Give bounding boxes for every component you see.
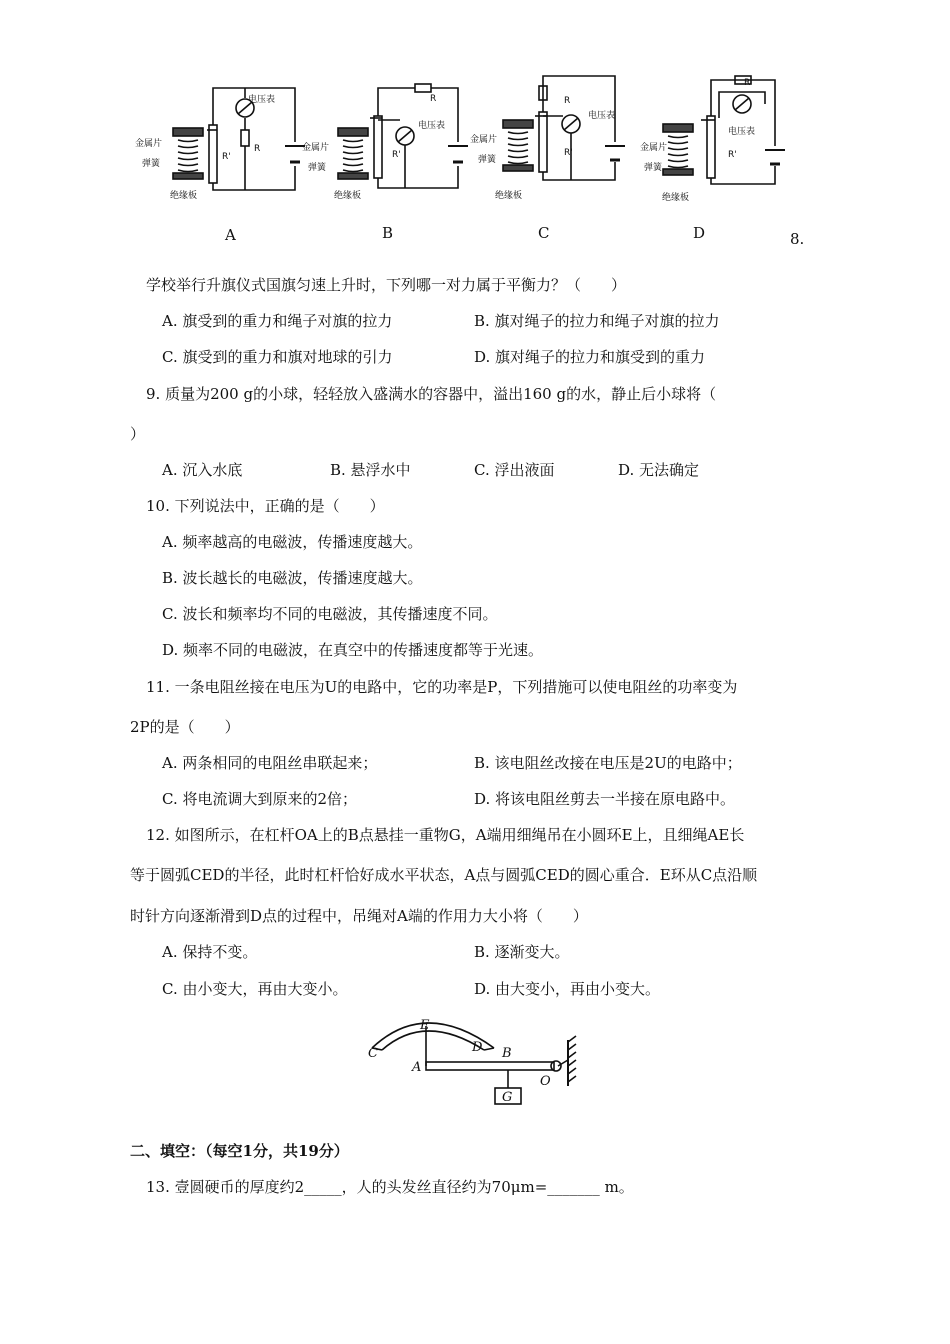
- question-12-option-b: B. 逐渐变大。: [474, 943, 570, 961]
- label-insulator-a: 绝缘板: [170, 191, 198, 201]
- label-voltmeter-c: 电压表: [588, 111, 616, 121]
- circuit-caption-c: C: [538, 224, 550, 242]
- lever-label-d: D: [472, 1040, 483, 1055]
- question-8-option-b: B. 旗对绳子的拉力和绳子对旗的拉力: [474, 312, 720, 330]
- label-rprime-c: R': [564, 148, 573, 158]
- question-11-option-d: D. 将该电阻丝剪去一半接在原电路中。: [474, 790, 736, 808]
- question-12-stem-cont1: 等于圆弧CED的半径，此时杠杆恰好成水平状态，A点与圆弧CED的圆心重合．E环从C点沿顺: [130, 866, 758, 884]
- question-12-stem-cont2: 时针方向逐渐滑到D点的过程中，吊绳对A端的作用力大小将（ ）: [130, 907, 588, 925]
- circuit-d: [663, 76, 785, 184]
- question-12-stem: 12. 如图所示，在杠杆OA上的B点悬挂一重物G，A端用细绳吊在小圆环E上，且细绳AE长: [146, 826, 745, 844]
- circuit-caption-b: B: [382, 224, 394, 242]
- label-insulator-b: 绝缘板: [334, 191, 362, 201]
- question-10-option-d: D. 频率不同的电磁波，在真空中的传播速度都等于光速。: [162, 641, 544, 659]
- question-8-number: 8.: [790, 230, 805, 248]
- question-9-option-d: D. 无法确定: [618, 461, 700, 479]
- label-metal-b: 金属片: [302, 143, 330, 153]
- circuit-b: [338, 84, 468, 188]
- label-spring-b: 弹簧: [308, 163, 327, 173]
- circuit-a: [173, 88, 305, 190]
- question-12-option-a: A. 保持不变。: [162, 943, 258, 961]
- label-voltmeter-b: 电压表: [418, 121, 446, 131]
- question-12-option-d: D. 由大变小，再由小变大。: [474, 980, 661, 998]
- lever-label-e: E: [420, 1018, 430, 1033]
- label-r-c: R: [564, 96, 571, 106]
- question-8-option-d: D. 旗对绳子的拉力和旗受到的重力: [474, 348, 706, 366]
- question-11-stem: 11. 一条电阻丝接在电压为U的电路中，它的功率是P，下列措施可以使电阻丝的功率变为: [146, 678, 738, 696]
- question-8-option-a: A. 旗受到的重力和绳子对旗的拉力: [162, 312, 393, 330]
- question-9-stem-cont: ）: [130, 425, 146, 443]
- lever-label-c: C: [368, 1046, 378, 1061]
- question-11-option-a: A. 两条相同的电阻丝串联起来；: [162, 754, 378, 772]
- question-8-stem: 学校举行升旗仪式国旗匀速上升时，下列哪一对力属于平衡力？（ ）: [146, 276, 627, 294]
- label-rprime-a: R': [222, 152, 231, 162]
- label-r-b: R: [430, 94, 437, 104]
- question-8-option-c: C. 旗受到的重力和旗对地球的引力: [162, 348, 393, 366]
- label-metal-c: 金属片: [470, 135, 498, 145]
- question-10-option-b: B. 波长越长的电磁波，传播速度越大。: [162, 569, 423, 587]
- section-2-heading: 二、填空：（每空1分，共19分）: [130, 1142, 349, 1160]
- circuit-caption-d: D: [693, 224, 706, 242]
- question-13-text: 13. 壹圆硬币的厚度约2_____，人的头发丝直径约为70μm=_______ m。: [146, 1178, 634, 1196]
- lever-label-b: B: [502, 1046, 512, 1061]
- label-spring-d: 弹簧: [644, 163, 663, 173]
- label-insulator-d: 绝缘板: [662, 193, 690, 203]
- question-11-option-b: B. 该电阻丝改接在电压是2U的电路中；: [474, 754, 742, 772]
- label-rprime-d: R': [728, 150, 737, 160]
- label-rprime-b: R': [392, 150, 401, 160]
- circuit-caption-a: A: [225, 226, 236, 244]
- question-9-stem: 9. 质量为200 g的小球，轻轻放入盛满水的容器中，溢出160 g的水，静止后小球将（: [146, 385, 717, 403]
- question-10-option-c: C. 波长和频率均不同的电磁波，其传播速度不同。: [162, 605, 498, 623]
- question-9-option-c: C. 浮出液面: [474, 461, 555, 479]
- arc-inner: [382, 1031, 484, 1050]
- lever-label-a: A: [412, 1060, 422, 1075]
- question-9-option-a: A. 沉入水底: [162, 461, 243, 479]
- label-insulator-c: 绝缘板: [495, 191, 523, 201]
- label-voltmeter-a: 电压表: [248, 95, 276, 105]
- lever-label-g: G: [502, 1090, 513, 1105]
- label-spring-a: 弹簧: [142, 159, 161, 169]
- question-11-stem-cont: 2P的是（ ）: [130, 718, 240, 736]
- label-metal-d: 金属片: [640, 143, 668, 153]
- lever-figure: [360, 1010, 590, 1110]
- circuit-c: [503, 76, 625, 180]
- label-metal-a: 金属片: [135, 139, 163, 149]
- label-r-a: R: [254, 144, 261, 154]
- question-9-option-b: B. 悬浮水中: [330, 461, 411, 479]
- label-spring-c: 弹簧: [478, 155, 497, 165]
- label-voltmeter-d: 电压表: [728, 127, 756, 137]
- question-11-option-c: C. 将电流调大到原来的2倍；: [162, 790, 358, 808]
- label-r-d: R: [744, 78, 751, 88]
- question-10-stem: 10. 下列说法中，正确的是（ ）: [146, 497, 385, 515]
- question-12-option-c: C. 由小变大，再由大变小。: [162, 980, 348, 998]
- lever-bar: [426, 1062, 554, 1070]
- question-10-option-a: A. 频率越高的电磁波，传播速度越大。: [162, 533, 423, 551]
- lever-label-o: O: [540, 1074, 551, 1089]
